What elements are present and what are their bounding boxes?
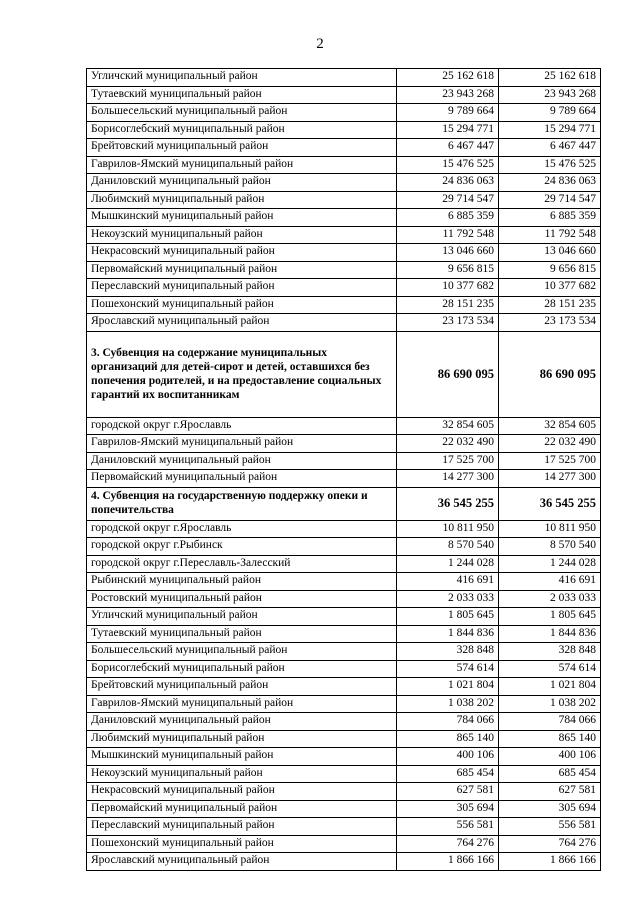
amount-cell-1: 416 691: [397, 573, 499, 591]
table-row: [87, 86, 601, 104]
table-group-c: [87, 520, 601, 870]
table-row: [87, 452, 601, 470]
amount-cell-1: 556 581: [397, 818, 499, 836]
table-row: [87, 191, 601, 209]
table-row: [87, 139, 601, 157]
table-row: [87, 765, 601, 783]
table-row: [87, 538, 601, 556]
amount-cell-1: 11 792 548: [397, 226, 499, 244]
table-row: [87, 470, 601, 488]
amount-cell-1: 328 848: [397, 643, 499, 661]
table-row: [87, 209, 601, 227]
table-row: [87, 625, 601, 643]
district-name-cell: Тутаевский муниципальный район: [87, 86, 397, 104]
amount-cell-2: 784 066: [499, 713, 601, 731]
amount-cell-1: 1 021 804: [397, 678, 499, 696]
table-row: [87, 590, 601, 608]
district-name-cell: Первомайский муниципальный район: [87, 470, 397, 488]
amount-cell-1: 10 811 950: [397, 520, 499, 538]
amount-cell-2: 9 789 664: [499, 104, 601, 122]
district-name-cell: Даниловский муниципальный район: [87, 174, 397, 192]
district-name-cell: Пошехонский муниципальный район: [87, 835, 397, 853]
amount-cell-2: 8 570 540: [499, 538, 601, 556]
district-name-cell: Первомайский муниципальный район: [87, 261, 397, 279]
amount-cell-2: 865 140: [499, 730, 601, 748]
table-row: [87, 314, 601, 332]
table-row: [87, 643, 601, 661]
table-row: [87, 226, 601, 244]
amount-cell-2: 23 943 268: [499, 86, 601, 104]
amount-cell-2: 574 614: [499, 660, 601, 678]
amount-cell-1: 29 714 547: [397, 191, 499, 209]
section-title: 4. Субвенция на государственную поддержку опеки и попечительства: [87, 487, 397, 520]
table-row: [87, 261, 601, 279]
amount-cell-1: 10 377 682: [397, 279, 499, 297]
amount-cell-2: 328 848: [499, 643, 601, 661]
district-name-cell: Гаврилов-Ямский муниципальный район: [87, 156, 397, 174]
amount-cell-1: 1 844 836: [397, 625, 499, 643]
section-total-2: 36 545 255: [499, 487, 601, 520]
amount-cell-1: 2 033 033: [397, 590, 499, 608]
table-row: [87, 678, 601, 696]
amount-cell-2: 764 276: [499, 835, 601, 853]
table-row: [87, 748, 601, 766]
table-row: [87, 69, 601, 87]
district-name-cell: Любимский муниципальный район: [87, 730, 397, 748]
district-name-cell: Борисоглебский муниципальный район: [87, 121, 397, 139]
section-total-1: 36 545 255: [397, 487, 499, 520]
amount-cell-1: 6 467 447: [397, 139, 499, 157]
amount-cell-2: 627 581: [499, 783, 601, 801]
amount-cell-1: 28 151 235: [397, 296, 499, 314]
amount-cell-1: 574 614: [397, 660, 499, 678]
table-row: [87, 660, 601, 678]
amount-cell-2: 1 244 028: [499, 555, 601, 573]
district-name-cell: Первомайский муниципальный район: [87, 800, 397, 818]
amount-cell-1: 22 032 490: [397, 435, 499, 453]
amount-cell-2: 9 656 815: [499, 261, 601, 279]
amount-cell-1: 15 476 525: [397, 156, 499, 174]
amount-cell-2: 13 046 660: [499, 244, 601, 262]
amount-cell-2: 685 454: [499, 765, 601, 783]
amount-cell-2: 23 173 534: [499, 314, 601, 332]
district-name-cell: Большесельский муниципальный район: [87, 643, 397, 661]
amount-cell-2: 10 377 682: [499, 279, 601, 297]
amount-cell-2: 416 691: [499, 573, 601, 591]
amount-cell-2: 6 885 359: [499, 209, 601, 227]
amount-cell-1: 23 173 534: [397, 314, 499, 332]
table-group-a: [87, 69, 601, 332]
amount-cell-1: 15 294 771: [397, 121, 499, 139]
subvention-table: [86, 68, 601, 871]
district-name-cell: Переславский муниципальный район: [87, 279, 397, 297]
amount-cell-2: 305 694: [499, 800, 601, 818]
district-name-cell: городской округ г.Переславль-Залесский: [87, 555, 397, 573]
amount-cell-1: 784 066: [397, 713, 499, 731]
district-name-cell: городской округ г.Ярославль: [87, 417, 397, 435]
district-name-cell: Борисоглебский муниципальный район: [87, 660, 397, 678]
amount-cell-2: 11 792 548: [499, 226, 601, 244]
district-name-cell: Гаврилов-Ямский муниципальный район: [87, 435, 397, 453]
table-row: [87, 296, 601, 314]
amount-cell-1: 8 570 540: [397, 538, 499, 556]
amount-cell-1: 13 046 660: [397, 244, 499, 262]
table-row: [87, 835, 601, 853]
table-row: [87, 279, 601, 297]
district-name-cell: Некрасовский муниципальный район: [87, 783, 397, 801]
section-total-1: 86 690 095: [397, 331, 499, 417]
table-row: [87, 818, 601, 836]
district-name-cell: Некоузский муниципальный район: [87, 765, 397, 783]
district-name-cell: Пошехонский муниципальный район: [87, 296, 397, 314]
amount-cell-1: 14 277 300: [397, 470, 499, 488]
amount-cell-2: 17 525 700: [499, 452, 601, 470]
amount-cell-2: 1 805 645: [499, 608, 601, 626]
table-row: [87, 555, 601, 573]
table-row: [87, 104, 601, 122]
district-name-cell: Брейтовский муниципальный район: [87, 139, 397, 157]
amount-cell-1: 17 525 700: [397, 452, 499, 470]
amount-cell-2: 400 106: [499, 748, 601, 766]
district-name-cell: Ярославский муниципальный район: [87, 853, 397, 871]
amount-cell-1: 24 836 063: [397, 174, 499, 192]
amount-cell-1: 685 454: [397, 765, 499, 783]
amount-cell-2: 1 866 166: [499, 853, 601, 871]
amount-cell-2: 29 714 547: [499, 191, 601, 209]
district-name-cell: Тутаевский муниципальный район: [87, 625, 397, 643]
district-name-cell: Ярославский муниципальный район: [87, 314, 397, 332]
table-row: [87, 573, 601, 591]
amount-cell-2: 28 151 235: [499, 296, 601, 314]
section-header-row: [87, 487, 601, 520]
amount-cell-1: 1 244 028: [397, 555, 499, 573]
district-name-cell: Мышкинский муниципальный район: [87, 209, 397, 227]
table-row: [87, 853, 601, 871]
table-group-b: [87, 417, 601, 487]
district-name-cell: городской округ г.Ярославль: [87, 520, 397, 538]
amount-cell-2: 22 032 490: [499, 435, 601, 453]
amount-cell-2: 24 836 063: [499, 174, 601, 192]
table-row: [87, 608, 601, 626]
section-total-2: 86 690 095: [499, 331, 601, 417]
district-name-cell: Рыбинский муниципальный район: [87, 573, 397, 591]
amount-cell-1: 25 162 618: [397, 69, 499, 87]
table-row: [87, 174, 601, 192]
amount-cell-2: 1 844 836: [499, 625, 601, 643]
section-4: [87, 487, 601, 520]
table-row: [87, 695, 601, 713]
amount-cell-2: 14 277 300: [499, 470, 601, 488]
section-3: [87, 331, 601, 417]
table-row: [87, 800, 601, 818]
section-title: 3. Субвенция на содержание муниципальных организаций для детей-сирот и детей, оставшихся без попечения родителей, и на предоставление социальных гарантий их воспитанникам: [87, 331, 397, 417]
district-name-cell: Любимский муниципальный район: [87, 191, 397, 209]
amount-cell-2: 32 854 605: [499, 417, 601, 435]
amount-cell-2: 1 038 202: [499, 695, 601, 713]
section-header-row: [87, 331, 601, 417]
district-name-cell: Угличский муниципальный район: [87, 69, 397, 87]
page-number: 2: [316, 36, 324, 52]
amount-cell-2: 15 294 771: [499, 121, 601, 139]
amount-cell-2: 25 162 618: [499, 69, 601, 87]
table-row: [87, 156, 601, 174]
district-name-cell: городской округ г.Рыбинск: [87, 538, 397, 556]
amount-cell-1: 865 140: [397, 730, 499, 748]
district-name-cell: Даниловский муниципальный район: [87, 452, 397, 470]
amount-cell-2: 10 811 950: [499, 520, 601, 538]
amount-cell-1: 1 805 645: [397, 608, 499, 626]
table-row: [87, 417, 601, 435]
amount-cell-1: 9 656 815: [397, 261, 499, 279]
table-row: [87, 783, 601, 801]
table-row: [87, 730, 601, 748]
district-name-cell: Некоузский муниципальный район: [87, 226, 397, 244]
district-name-cell: Большесельский муниципальный район: [87, 104, 397, 122]
amount-cell-1: 9 789 664: [397, 104, 499, 122]
amount-cell-1: 400 106: [397, 748, 499, 766]
amount-cell-1: 1 038 202: [397, 695, 499, 713]
amount-cell-1: 764 276: [397, 835, 499, 853]
amount-cell-1: 23 943 268: [397, 86, 499, 104]
amount-cell-2: 1 021 804: [499, 678, 601, 696]
amount-cell-2: 556 581: [499, 818, 601, 836]
district-name-cell: Некрасовский муниципальный район: [87, 244, 397, 262]
district-name-cell: Даниловский муниципальный район: [87, 713, 397, 731]
amount-cell-1: 32 854 605: [397, 417, 499, 435]
amount-cell-1: 6 885 359: [397, 209, 499, 227]
district-name-cell: Мышкинский муниципальный район: [87, 748, 397, 766]
amount-cell-1: 627 581: [397, 783, 499, 801]
district-name-cell: Ростовский муниципальный район: [87, 590, 397, 608]
district-name-cell: Переславский муниципальный район: [87, 818, 397, 836]
table-row: [87, 244, 601, 262]
table-row: [87, 520, 601, 538]
table-row: [87, 435, 601, 453]
amount-cell-2: 2 033 033: [499, 590, 601, 608]
district-name-cell: Брейтовский муниципальный район: [87, 678, 397, 696]
amount-cell-1: 305 694: [397, 800, 499, 818]
amount-cell-2: 15 476 525: [499, 156, 601, 174]
district-name-cell: Гаврилов-Ямский муниципальный район: [87, 695, 397, 713]
amount-cell-1: 1 866 166: [397, 853, 499, 871]
amount-cell-2: 6 467 447: [499, 139, 601, 157]
table-row: [87, 121, 601, 139]
district-name-cell: Угличский муниципальный район: [87, 608, 397, 626]
table-row: [87, 713, 601, 731]
